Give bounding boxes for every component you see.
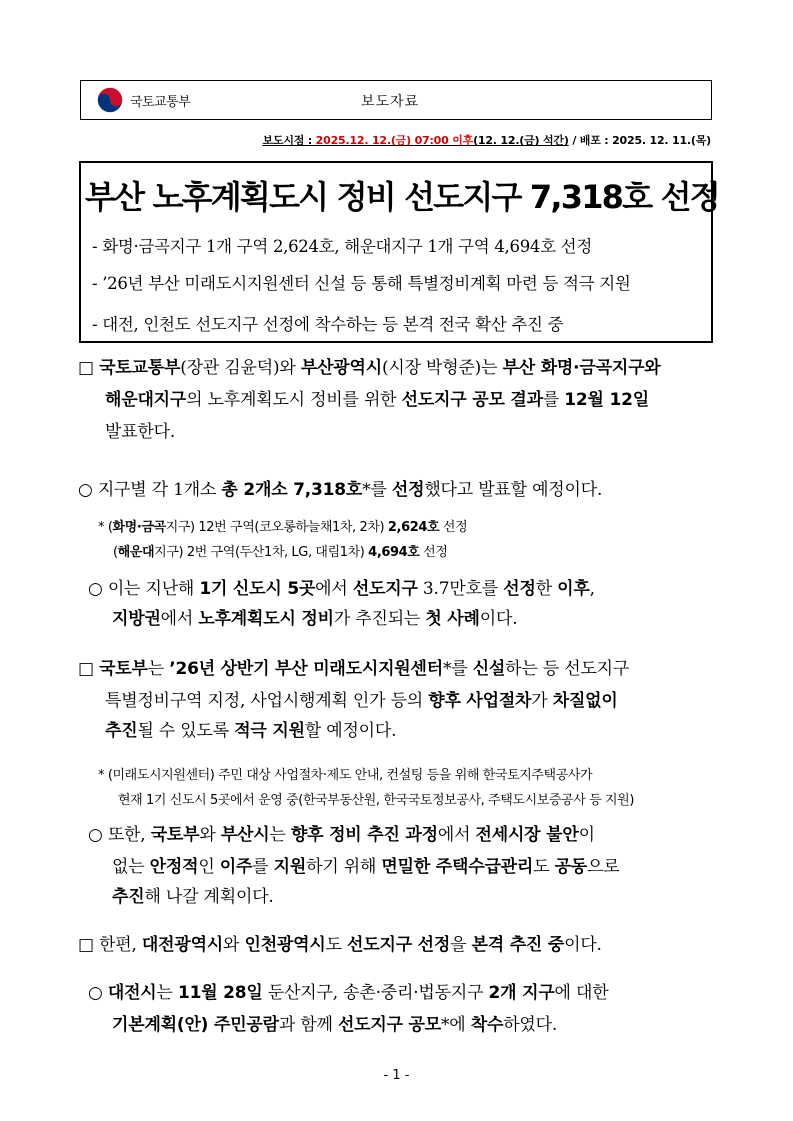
bold-emphasis: 부산 화명·금곡지구와: [502, 358, 661, 378]
subtitle-3: - 대전, 인천도 선도지구 선정에 착수하는 등 본격 전국 확산 추진 중: [92, 315, 564, 334]
bold-emphasis: 총 2개소 7,318호: [221, 480, 363, 500]
bold-emphasis: 안정적: [149, 857, 199, 877]
bold-emphasis: 선도지구 공모 결과: [401, 390, 543, 410]
embargo-time: 2025.12. 12.(금) 07:00 이후: [315, 134, 474, 147]
bold-emphasis: 이주: [219, 857, 253, 877]
para-3-line-1: ○ 이는 지난해 1기 신도시 5곳에서 선도지구 3.7만호를 선정한 이후,: [88, 579, 595, 599]
bold-emphasis: 전세시장 불안: [475, 825, 579, 845]
para-5-line-2: 없는 안정적인 이주를 지원하기 위해 면밀한 주택수급관리도 공동으로: [112, 857, 620, 877]
note-2-line-1: * (미래도시지원센터) 주민 대상 사업절차·제도 안내, 컨설팅 등을 위해 한국토지주택공사가: [98, 768, 593, 783]
bold-emphasis: 선도지구 공모: [337, 1015, 441, 1035]
bold-emphasis: 지방권: [112, 609, 161, 629]
bold-emphasis: 대전광역시: [141, 935, 224, 955]
bold-emphasis: 지원: [273, 857, 307, 877]
para-1-line-2: 해운대지구의 노후계획도시 정비를 위한 선도지구 공모 결과를 12월 12일: [105, 390, 649, 410]
bold-emphasis: 2,624호: [387, 520, 440, 535]
bold-emphasis: 11월 28일: [177, 983, 263, 1003]
note-1-line-2: (해운대지구) 2번 구역(두산1차, LG, 대림1차) 4,694호 선정: [113, 545, 448, 560]
para-3-line-2: 지방권에서 노후계획도시 정비가 추진되는 첫 사례이다.: [112, 609, 518, 629]
bold-emphasis: 1기 신도시 5곳: [199, 579, 316, 599]
bold-emphasis: 2개 지구: [488, 983, 555, 1003]
bold-emphasis: 향후 사업절차: [428, 691, 532, 711]
bold-emphasis: 국토부: [99, 659, 148, 679]
bold-emphasis: 면밀한 주택수급관리: [381, 857, 534, 877]
bold-emphasis: 12월 12일: [564, 390, 649, 410]
press-release-label: 보도자료: [361, 94, 420, 110]
para-4-line-1: □ 국토부는 ’26년 상반기 부산 미래도시지원센터*를 신설하는 등 선도지구: [78, 659, 630, 679]
bold-emphasis: 해운대지구: [105, 390, 187, 410]
bold-emphasis: 노후계획도시 정비: [198, 609, 334, 629]
bold-emphasis: 부산광역시: [300, 358, 382, 378]
bold-emphasis: 선정: [503, 579, 536, 599]
bold-emphasis: 부산시: [220, 825, 270, 845]
para-7-line-2: 기본계획(안) 주민공람과 함께 선도지구 공모*에 착수하였다.: [112, 1015, 558, 1035]
subtitle-1: - 화명·금곡지구 1개 구역 2,624호, 해운대지구 1개 구역 4,694호 선정: [92, 237, 592, 256]
release-info: [262, 132, 711, 148]
taegeuk-logo-icon: [96, 86, 124, 114]
para-1-line-1: □ 국토교통부(장관 김윤덕)와 부산광역시(시장 박형준)는 부산 화명·금곡지구와: [78, 358, 661, 378]
bold-emphasis: 선도지구: [352, 579, 418, 599]
bold-emphasis: 추진: [105, 721, 138, 741]
bold-emphasis: 이후: [557, 579, 590, 599]
note-1-line-1: * (화명·금곡지구) 12번 구역(코오롱하늘채1차, 2차) 2,624호 선정: [98, 520, 468, 535]
para-1-line-3: 발표한다.: [105, 422, 176, 442]
bold-emphasis: 인천광역시: [244, 935, 326, 955]
bold-emphasis: 차질없이: [552, 691, 618, 711]
bold-emphasis: 착수: [470, 1015, 504, 1035]
distribution-date: 2025. 12. 11.(목): [612, 134, 711, 147]
bold-emphasis: 기본계획(안) 주민공람: [112, 1015, 279, 1035]
para-2-line-1: ○ 지구별 각 1개소 총 2개소 7,318호*를 선정했다고 발표할 예정이다.: [78, 480, 603, 500]
bold-emphasis: 첫 사례: [425, 609, 480, 629]
subtitle-2: - ’26년 부산 미래도시지원센터 신설 등 통해 특별정비계획 마련 등 적극 지원: [92, 274, 631, 293]
bold-emphasis: 4,694호: [368, 545, 420, 560]
bold-emphasis: 적극 지원: [234, 721, 305, 741]
bold-emphasis: 해운대: [117, 545, 155, 560]
ministry-name: 국토교통부: [130, 95, 191, 110]
bold-emphasis: 향후 정비 추진 과정: [290, 825, 438, 845]
bold-emphasis: 국토교통부: [99, 358, 181, 378]
para-4-line-3: 추진될 수 있도록 적극 지원할 예정이다.: [105, 721, 397, 741]
bold-emphasis: 추진: [112, 887, 145, 907]
note-2-line-2: 현재 1기 신도시 5곳에서 운영 중(한국부동산원, 한국국토정보공사, 주택도시보증공사 등 지원): [118, 793, 634, 808]
bold-emphasis: 화명·금곡: [112, 520, 166, 535]
bold-emphasis: 선정: [391, 480, 425, 500]
para-7-line-1: ○ 대전시는 11월 28일 둔산지구, 송촌·중리·법동지구 2개 지구에 대한: [88, 983, 609, 1003]
para-5-line-1: ○ 또한, 국토부와 부산시는 향후 정비 추진 과정에서 전세시장 불안이: [88, 825, 595, 845]
bold-emphasis: 공동: [554, 857, 588, 877]
para-4-line-2: 특별정비구역 지정, 사업시행계획 인가 등의 향후 사업절차가 차질없이: [105, 691, 618, 711]
bold-emphasis: 신설: [472, 659, 506, 679]
bold-emphasis: 선도지구 선정: [347, 935, 451, 955]
release-separator: / 배포 :: [568, 134, 613, 147]
page-number: - 1 -: [383, 1068, 410, 1083]
release-label: 보도시점 :: [262, 134, 316, 147]
print-note: (12. 12.(금) 석간): [473, 134, 569, 147]
bold-emphasis: 대전시: [107, 983, 157, 1003]
main-title: 부산 노후계획도시 정비 선도지구 7,318호 선정: [85, 178, 719, 216]
para-5-line-3: 추진해 나갈 계획이다.: [112, 887, 274, 907]
bold-emphasis: ’26년 상반기 부산 미래도시지원센터: [169, 659, 443, 679]
bold-emphasis: 국토부: [150, 825, 200, 845]
para-6-line-1: □ 한편, 대전광역시와 인천광역시도 선도지구 선정을 본격 추진 중이다.: [78, 935, 602, 955]
bold-emphasis: 본격 추진 중: [471, 935, 565, 955]
